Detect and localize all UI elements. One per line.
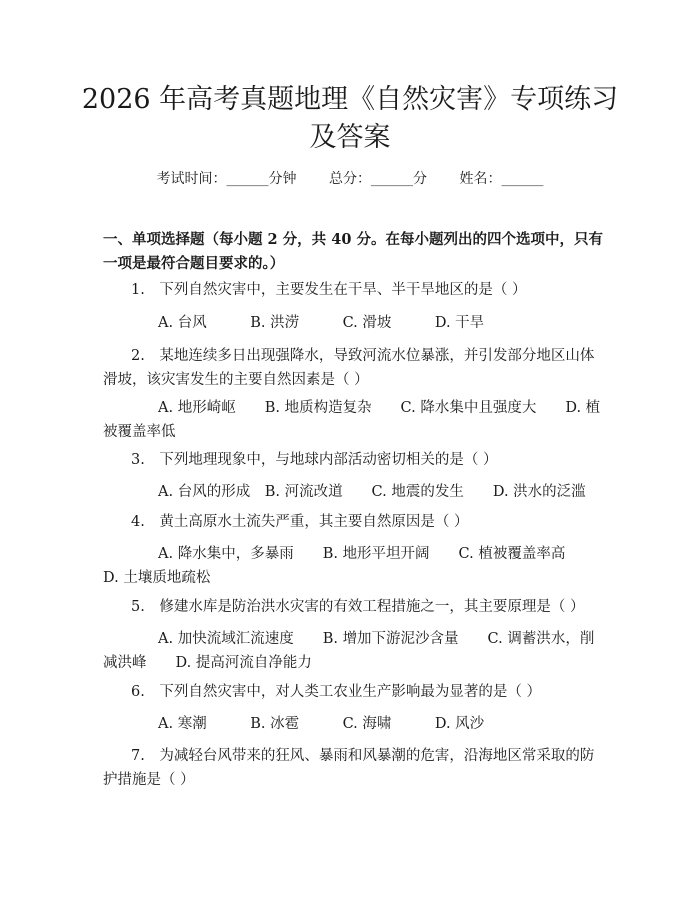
question-3-options: A. 台风的形成 B. 河流改道 C. 地震的发生 D. 洪水的泛滥 [158,484,586,500]
question-4-options: A. 降水集中，多暴雨 B. 地形平坦开阔 C. 植被覆盖率高 D. 土壤质地疏松 [103,546,595,586]
question-2-options: A. 地形崎岖 B. 地质构造复杂 C. 降水集中且强度大 D. 植被覆盖率低 [103,400,601,440]
question-6: 6. 下列自然灾害中，对人类工农业生产影响最为显著的是（ ） [131,684,541,700]
exam-name: 姓名：______ [459,171,544,187]
exam-score: 总分：______分 [329,171,427,187]
question-2: 2. 某地连续多日出现强降水，导致河流水位暴涨，并引发部分地区山体滑坡，该灾害发生的主要自然因素是（ ） [103,348,595,388]
exam-time: 考试时间：______分钟 [156,171,297,187]
question-1: 1. 下列自然灾害中，主要发生在干旱、半干旱地区的是（ ） [131,282,527,298]
question-1-options: A. 台风 B. 洪涝 C. 滑坡 D. 干旱 [158,315,485,331]
section-heading: 一、单项选择题（每小题 2 分，共 40 分。在每小题列出的四个选项中，只有一项是最符合题目要求的。） [103,231,603,272]
question-7: 7. 为减轻台风带来的狂风、暴雨和风暴潮的危害，沿海地区常采取的防护措施是（ ） [103,748,595,788]
doc-title-line-2: 及答案 [309,122,391,153]
question-3: 3. 下列地理现象中，与地球内部活动密切相关的是（ ） [131,452,498,468]
question-5-options: A. 加快流域汇流速度 B. 增加下游泥沙含量 C. 调蓄洪水，削减洪峰 D. 提高河流自净能力 [103,631,595,671]
question-6-options: A. 寒潮 B. 冰雹 C. 海啸 D. 风沙 [158,716,485,732]
doc-title-line-1: 2026 年高考真题地理《自然灾害》专项练习 [81,84,619,115]
question-5: 5. 修建水库是防治洪水灾害的有效工程措施之一，其主要原理是（ ） [131,599,585,615]
exam-meta [0,168,700,188]
question-4: 4. 黄土高原水土流失严重，其主要自然原因是（ ） [131,514,469,530]
